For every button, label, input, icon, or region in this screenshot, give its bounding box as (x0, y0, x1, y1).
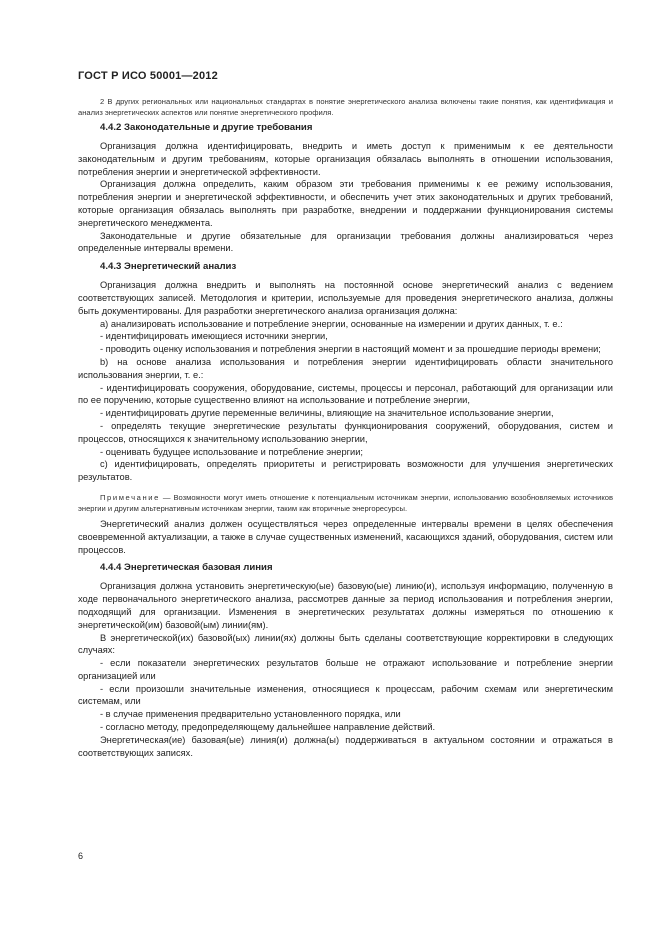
list-subitem: - согласно методу, предопределяющему дальнейшее направление действий. (100, 722, 436, 733)
document-body (78, 96, 613, 759)
paragraph: Организация должна определить, каким образом эти требования применимы к ее режиму использования, потребления энергии и энергетической эффективности, и обеспечить учет этих законодательных и других требований, которые организация обязалась выполнять при разработке, внедрении и поддержании функционирования системы энергетического менеджмента. (78, 179, 613, 228)
paragraph: Организация должна внедрить и выполнять на постоянной основе энергетический анализ с ведением соответствующих записей. Методология и критерии, используемые для проведения энергетического анализа, должны быть документированы. Для разработки энергетического анализа организация должна: (78, 280, 613, 316)
document-header: ГОСТ Р ИСО 50001—2012 (78, 70, 218, 82)
list-subitem: - идентифицировать сооружения, оборудование, системы, процессы и персонал, работающий для организации или по ее поручению, которые существенно влияют на использование и потребление энергии, (78, 382, 613, 406)
list-subitem: - оценивать будущее использование и потребление энергии; (100, 446, 364, 457)
footnote: 2 В других региональных или национальных стандартах в понятие энергетического анализа включены такие понятия, как идентификация и анализ энергетических аспектов или понятие энергетического профиля. (78, 97, 613, 117)
note-text: — Возможности могут иметь отношение к потенциальным источникам энергии, использованию возобновляемых источников энергии и другим альтернативным источникам энергии, таким как вторичные энергоресурсы. (78, 492, 613, 513)
note-label: Примечание (100, 492, 160, 502)
section-heading-4-4-4: 4.4.4 Энергетическая базовая линия (100, 562, 273, 574)
page-number: 6 (78, 851, 84, 861)
list-subitem: - идентифицировать имеющиеся источники энергии, (100, 331, 328, 342)
paragraph: Организация должна установить энергетическую(ые) базовую(ые) линию(и), используя информацию, полученную в ходе первоначального энергетического анализа, рассмотрев данные за период использования и потребления энергии, подходящий для организации. Изменения в энергетических результатах должны измеряться по отношению к энергетической(им) базовой(ым) линии(ям). (78, 581, 613, 630)
paragraph: Энергетический анализ должен осуществляться через определенные интервалы времени в целях обеспечения своевременной актуализации, а также в случае существенных изменений, касающихся зданий, оборудования, систем или процессов. (78, 518, 613, 555)
list-subitem: - определять текущие энергетические результаты функционирования сооружений, оборудования, систем и процессов, относящихся к значительному использованию энергии, (78, 420, 613, 444)
list-item-a: а) анализировать использование и потребление энергии, основанные на измерении и других данных, т. е.: (100, 318, 563, 329)
paragraph: В энергетической(их) базовой(ых) линии(ях) должны быть сделаны соответствующие корректировки в следующих случаях: (78, 632, 613, 656)
section-heading-4-4-2: 4.4.2 Законодательные и другие требования (100, 122, 313, 133)
list-subitem: - в случае применения предварительно установленного порядка, или (100, 709, 401, 720)
list-subitem: - если произошли значительные изменения, относящиеся к процессам, рабочим схемам или энергетическим системам, или (78, 683, 613, 707)
section-heading-4-4-3: 4.4.3 Энергетический анализ (100, 261, 237, 273)
list-subitem: - идентифицировать другие переменные величины, влияющие на значительное использование энергии, (100, 408, 554, 419)
list-item-b: b) на основе анализа использования и потребления энергии идентифицировать области значительного использования энергии, т. е.: (78, 356, 613, 380)
paragraph: Организация должна идентифицировать, внедрить и иметь доступ к применимым к ее деятельности законодательным и другим требованиям, которые организация обязалась выполнять в отношении использования, потребления энергии и энергетической эффективности. (78, 141, 613, 177)
paragraph: Законодательные и другие обязательные для организации требования должны анализироваться через определенные интервалы времени. (78, 230, 613, 254)
list-subitem: - если показатели энергетических результатов больше не отражают использование и потребление энергии организацией или (78, 658, 613, 681)
list-item-c: с) идентифицировать, определять приоритеты и регистрировать возможности для улучшения энергетических результатов. (78, 459, 613, 483)
paragraph: Энергетическая(ие) базовая(ые) линия(и) должна(ы) поддерживаться в актуальном состоянии и отражаться в соответствующих записях. (78, 734, 613, 758)
note (78, 492, 613, 514)
list-subitem: - проводить оценку использования и потребления энергии в настоящий момент и за прошедшие периоды времени; (100, 344, 601, 355)
